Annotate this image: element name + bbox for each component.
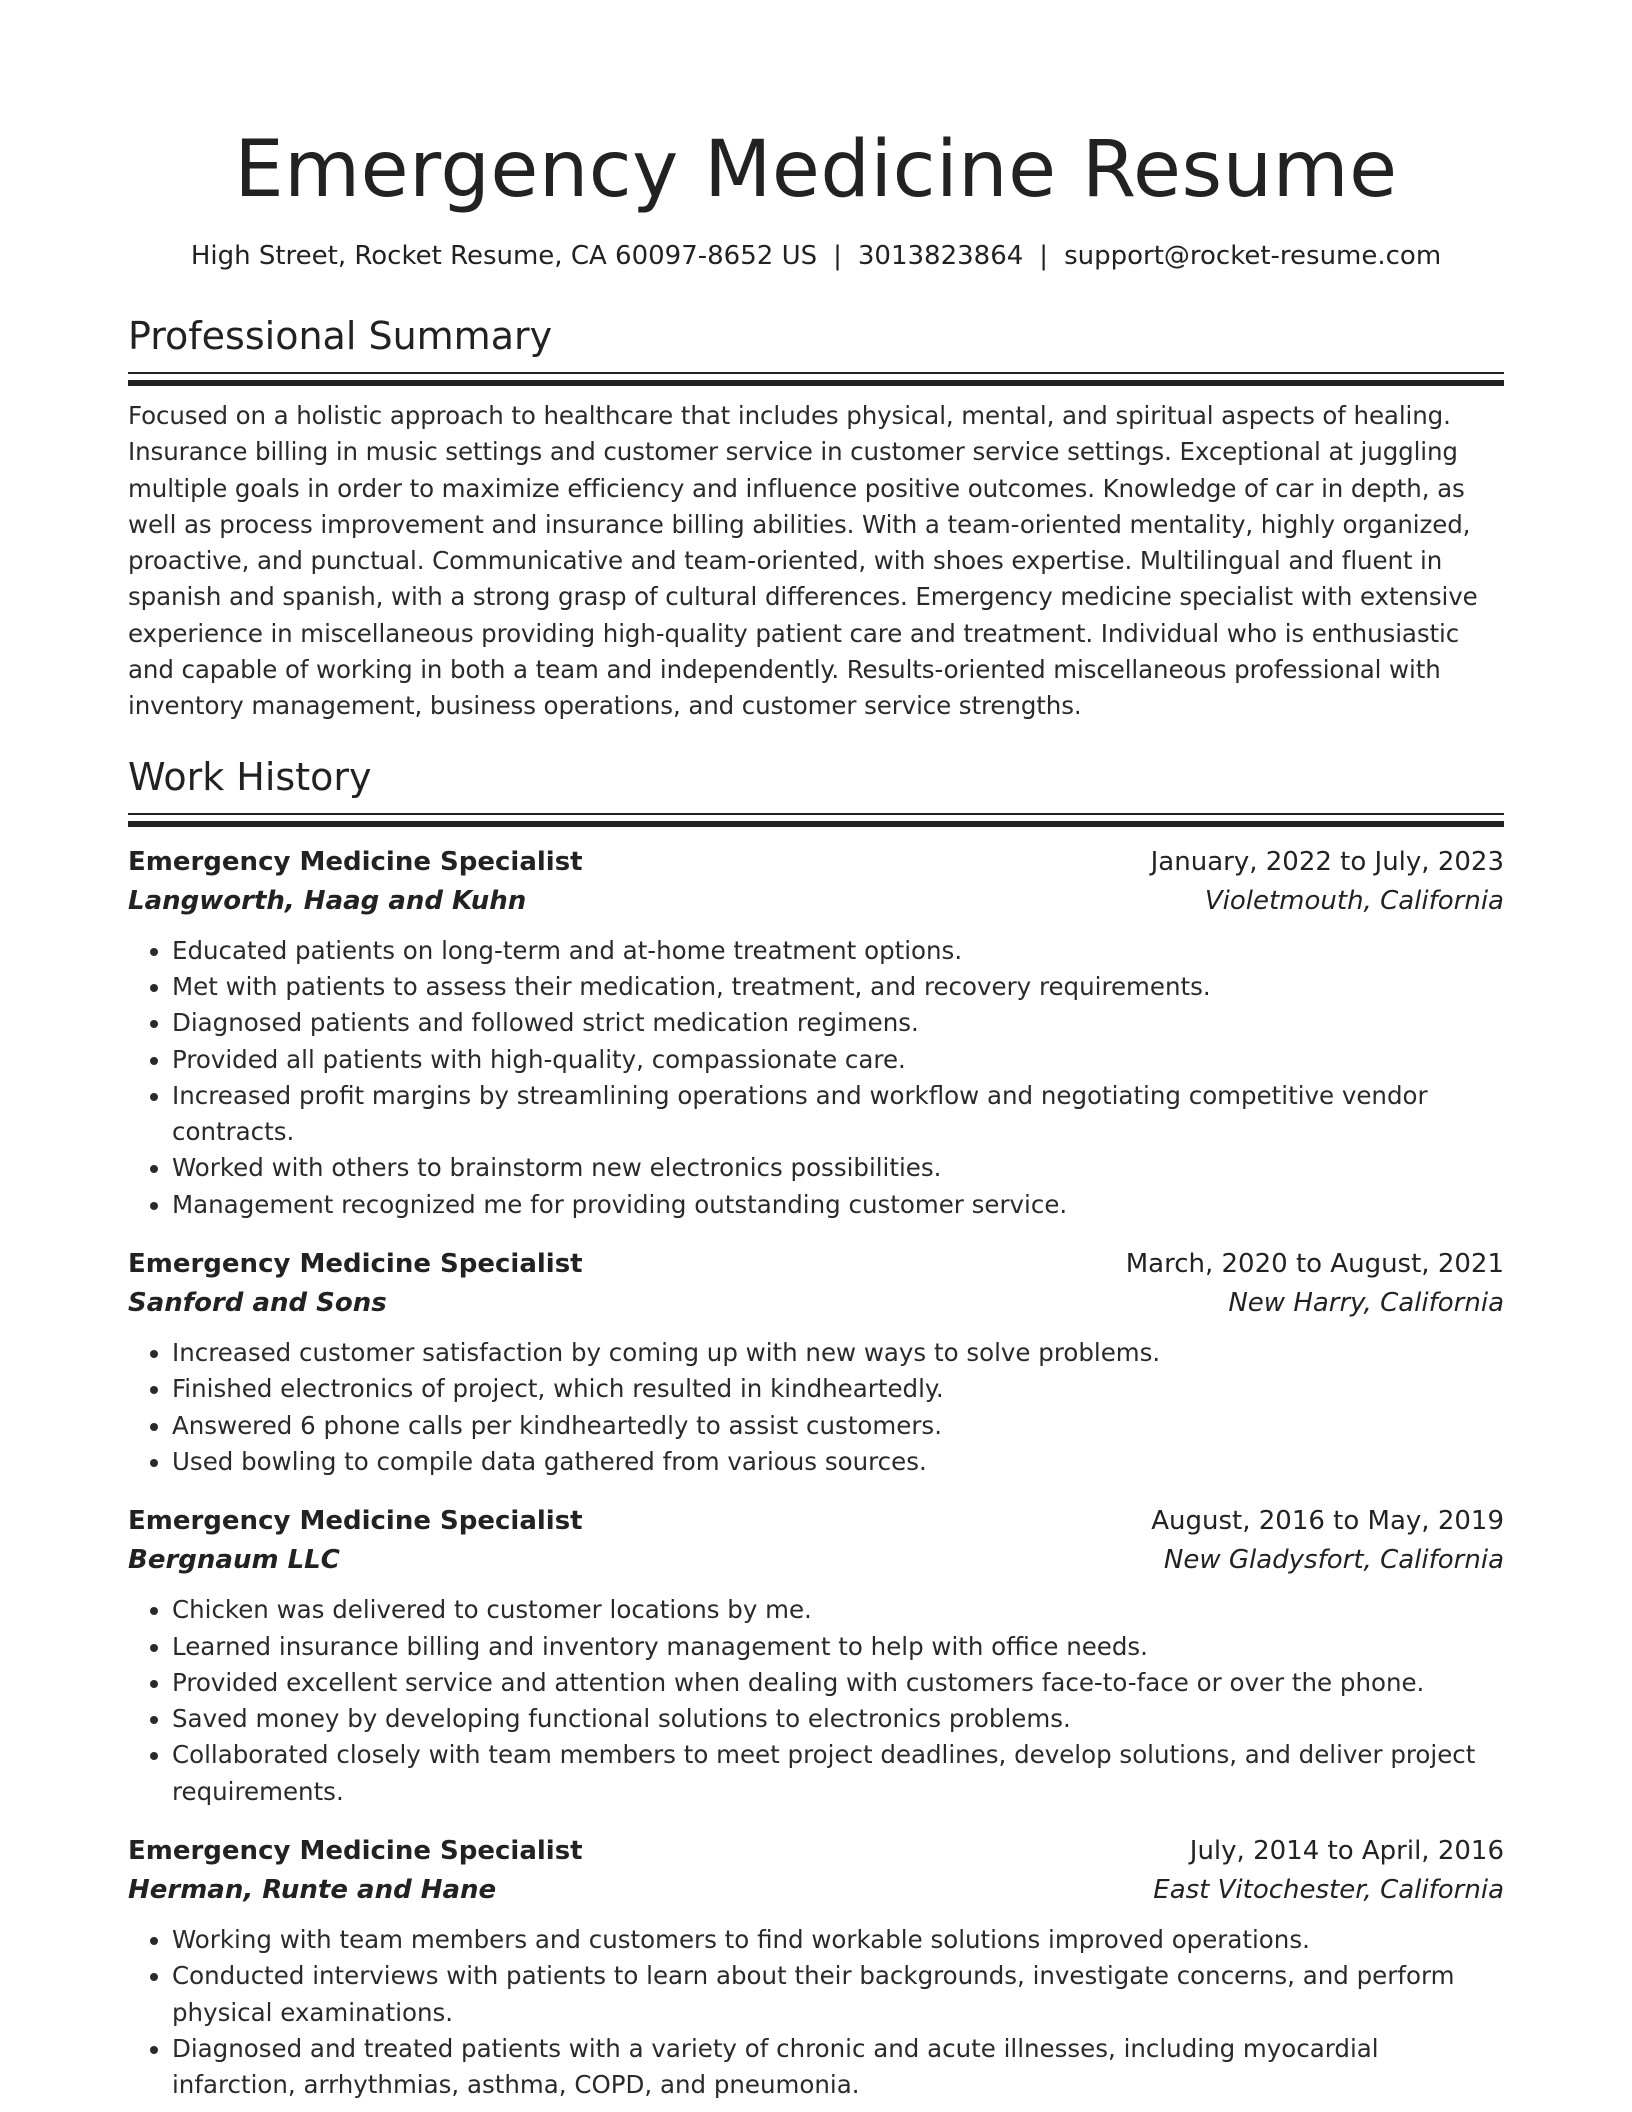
job-bullet-list <box>128 1922 1504 2103</box>
job-bullet: • Collaborated closely with team members to meet project deadlines, develop solutions, and deliver project requirements. <box>172 1737 1504 1810</box>
job-bullet: • Finished electronics of project, which resulted in kindheartedly. <box>172 1371 1504 1407</box>
job-bullet: • Diagnosed patients and followed strict medication regimens. <box>172 1005 1504 1041</box>
job-dates: July, 2014 to April, 2016 <box>1189 1836 1504 1867</box>
job-company: Sanford and Sons <box>128 1288 387 1319</box>
job-bullet-list <box>128 933 1504 1223</box>
job-bullet-list <box>128 1335 1504 1480</box>
job-bullet: • Provided all patients with high-quality, compassionate care. <box>172 1042 1504 1078</box>
section-heading-work-history: Work History <box>128 754 372 799</box>
section-rule-thin <box>128 813 1504 815</box>
job-bullet: • Worked with others to brainstorm new electronics possibilities. <box>172 1150 1504 1186</box>
job-bullet: • Conducted interviews with patients to learn about their backgrounds, investigate concerns, and perform physical examinations. <box>172 1958 1504 2031</box>
job-title: Emergency Medicine Specialist <box>128 846 583 877</box>
work-history-section <box>128 753 1504 2104</box>
job-title: Emergency Medicine Specialist <box>128 1836 583 1867</box>
job-title: Emergency Medicine Specialist <box>128 1249 583 1280</box>
job-entry <box>128 1245 1504 1480</box>
summary-text: Focused on a holistic approach to healthcare that includes physical, mental, and spiritual aspects of healing. Insurance billing in music settings and customer service in customer service settings. Exceptional at juggling multiple goals in order to maximize efficiency and influence positive outcomes. Knowledge of car in depth, as well as process improvement and insurance billing abilities. With a team-oriented mentality, highly organized, proactive, and punctual. Communicative and team-oriented, with shoes expertise. Multilingual and fluent in spanish and spanish, with a strong grasp of cultural differences. Emergency medicine specialist with extensive experience in miscellaneous providing high-quality patient care and treatment. Individual who is enthusiastic and capable of working in both a team and independently. Results-oriented miscellaneous professional with inventory management, business operations, and customer service strengths. <box>128 401 1478 721</box>
job-entry <box>128 1502 1504 1810</box>
job-bullet: • Learned insurance billing and inventory management to help with office needs. <box>172 1629 1504 1665</box>
section-rule-thick <box>128 380 1504 386</box>
job-dates: March, 2020 to August, 2021 <box>1125 1249 1504 1280</box>
job-company-row <box>128 1283 1504 1323</box>
job-header-row <box>128 1502 1504 1540</box>
job-bullet-list <box>128 1592 1504 1810</box>
job-company: Langworth, Haag and Kuhn <box>128 885 527 916</box>
contact-separator: | <box>1039 241 1049 271</box>
section-rule-thick <box>128 821 1504 827</box>
job-bullet: • Provided excellent service and attention when dealing with customers face-to-face or over the phone. <box>172 1665 1504 1701</box>
job-bullet: • Chicken was delivered to customer locations by me. <box>172 1592 1504 1628</box>
contact-separator: | <box>833 241 842 271</box>
job-bullet: • Increased profit margins by streamlining operations and workflow and negotiating competitive vendor contracts. <box>172 1078 1504 1151</box>
contact-line <box>128 238 1504 274</box>
job-company-row <box>128 1540 1504 1580</box>
resume-title: Emergency Medicine Resume <box>234 125 1398 215</box>
contact-address: High Street, Rocket Resume, CA 60097-8652 US <box>190 241 818 271</box>
job-bullet: • Answered 6 phone calls per kindheartedly to assist customers. <box>172 1408 1504 1444</box>
job-location: Violetmouth, California <box>1204 885 1504 916</box>
job-dates: August, 2016 to May, 2019 <box>1151 1506 1504 1537</box>
job-location: East Vitochester, California <box>1153 1875 1504 1906</box>
contact-phone: 3013823864 <box>857 241 1024 271</box>
job-dates: January, 2022 to July, 2023 <box>1150 846 1504 877</box>
job-header-row <box>128 1832 1504 1870</box>
job-company: Bergnaum LLC <box>128 1545 340 1576</box>
job-bullet: • Diagnosed and treated patients with a variety of chronic and acute illnesses, including myocardial infarction, arrhythmias, asthma, COPD, and pneumonia. <box>172 2031 1504 2104</box>
job-bullet: • Educated patients on long-term and at-home treatment options. <box>172 933 1504 969</box>
job-company: Herman, Runte and Hane <box>128 1875 497 1906</box>
job-company-row <box>128 1870 1504 1910</box>
job-bullet: • Management recognized me for providing outstanding customer service. <box>172 1187 1504 1223</box>
job-bullet: • Met with patients to assess their medication, treatment, and recovery requirements. <box>172 969 1504 1005</box>
professional-summary-section <box>128 312 1504 725</box>
section-rule-thin <box>128 372 1504 374</box>
job-location: New Harry, California <box>1228 1288 1504 1319</box>
job-bullet: • Used bowling to compile data gathered from various sources. <box>172 1444 1504 1480</box>
job-bullet: • Working with team members and customers to find workable solutions improved operations. <box>172 1922 1504 1958</box>
job-entry <box>128 843 1504 1223</box>
job-entry <box>128 1832 1504 2103</box>
job-company-row <box>128 881 1504 921</box>
job-header-row <box>128 1245 1504 1283</box>
job-bullet: • Increased customer satisfaction by coming up with new ways to solve problems. <box>172 1335 1504 1371</box>
job-bullet: • Saved money by developing functional solutions to electronics problems. <box>172 1701 1504 1737</box>
job-location: New Gladysfort, California <box>1163 1545 1504 1576</box>
contact-email: support@rocket-resume.com <box>1064 241 1442 271</box>
section-heading-summary: Professional Summary <box>128 314 553 358</box>
job-title: Emergency Medicine Specialist <box>128 1506 583 1537</box>
job-header-row <box>128 843 1504 881</box>
job-list <box>128 843 1504 2104</box>
